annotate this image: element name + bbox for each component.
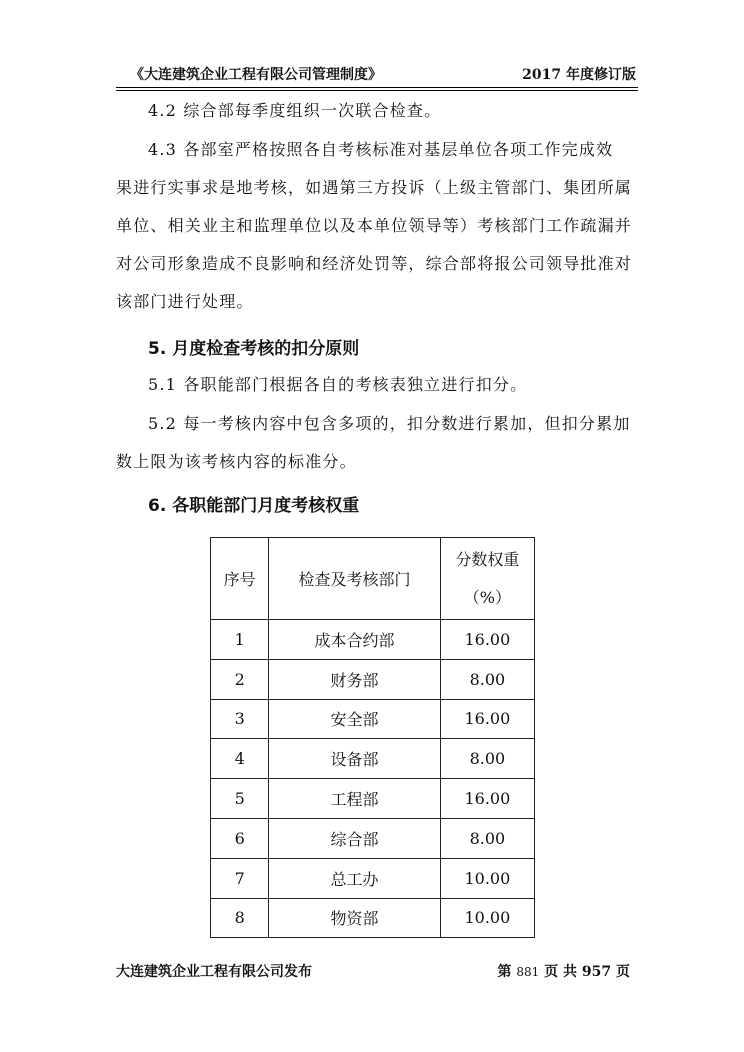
cell-dept: 财务部	[269, 659, 440, 699]
cell-dept: 成本合约部	[269, 620, 440, 660]
header-seq: 序号	[211, 538, 269, 620]
header-rule	[116, 87, 638, 88]
cell-weight: 10.00	[440, 898, 534, 938]
page-number: 881	[516, 965, 540, 979]
header-dept: 检查及考核部门	[269, 538, 440, 620]
cell-weight: 8.00	[440, 818, 534, 858]
table-row	[211, 699, 535, 739]
cell-seq: 7	[211, 858, 269, 898]
paragraph-line: 该部门进行处理。	[116, 292, 254, 311]
header-title: 《大连建筑企业工程有限公司管理制度》	[130, 67, 382, 83]
cell-seq: 3	[211, 699, 269, 739]
paragraph-5-1: 5.1 各职能部门根据各自的考核表独立进行扣分。	[148, 375, 528, 394]
page-mid: 页 共	[544, 964, 578, 980]
footer-publisher: 大连建筑企业工程有限公司发布	[116, 964, 312, 980]
weights-table	[210, 537, 535, 938]
paragraph-4-2: 4.2 综合部每季度组织一次联合检查。	[148, 101, 442, 120]
header-weight-line2: （%）	[463, 587, 511, 607]
paragraph-line: 4.3 各部室严格按照各自考核标准对基层单位各项工作完成效	[148, 140, 614, 159]
table-row	[211, 620, 535, 660]
section-heading-6: 6. 各职能部门月度考核权重	[148, 496, 360, 516]
page-counter	[497, 961, 630, 981]
cell-dept: 物资部	[269, 898, 440, 938]
cell-dept: 综合部	[269, 818, 440, 858]
table-row	[211, 779, 535, 819]
cell-seq: 4	[211, 739, 269, 779]
paragraph-line: 单位、相关业主和监理单位以及本单位领导等）考核部门工作疏漏并	[116, 216, 633, 235]
paragraph-4-3	[116, 131, 638, 321]
table-row	[211, 818, 535, 858]
total-pages: 957	[581, 964, 612, 980]
table-row	[211, 858, 535, 898]
cell-weight: 8.00	[440, 659, 534, 699]
header-rule-thin	[116, 90, 638, 91]
cell-dept: 设备部	[269, 739, 440, 779]
cell-dept: 总工办	[269, 858, 440, 898]
cell-weight: 16.00	[440, 779, 534, 819]
table-header-row	[211, 538, 535, 620]
cell-dept: 安全部	[269, 699, 440, 739]
cell-weight: 10.00	[440, 858, 534, 898]
table-row	[211, 898, 535, 938]
paragraph-5-2	[116, 405, 638, 481]
header-weight-line1: 分数权重	[455, 549, 520, 569]
paragraph-line: 果进行实事求是地考核，如遇第三方投诉（上级主管部门、集团所属	[116, 178, 633, 197]
cell-seq: 2	[211, 659, 269, 699]
cell-seq: 5	[211, 779, 269, 819]
table-row	[211, 659, 535, 699]
page-prefix: 第	[497, 964, 512, 980]
cell-weight: 16.00	[440, 620, 534, 660]
header-weight	[440, 538, 534, 620]
cell-seq: 1	[211, 620, 269, 660]
cell-seq: 6	[211, 818, 269, 858]
section-heading-5: 5. 月度检查考核的扣分原则	[148, 339, 360, 359]
page-header	[116, 64, 638, 84]
cell-weight: 8.00	[440, 739, 534, 779]
page-suffix: 页	[616, 964, 630, 980]
paragraph-line: 数上限为该考核内容的标准分。	[116, 452, 357, 471]
header-version: 2017 年度修订版	[522, 67, 636, 83]
table-row	[211, 739, 535, 779]
paragraph-line: 5.2 每一考核内容中包含多项的，扣分数进行累加，但扣分累加	[148, 414, 631, 433]
cell-weight: 16.00	[440, 699, 534, 739]
cell-seq: 8	[211, 898, 269, 938]
cell-dept: 工程部	[269, 779, 440, 819]
paragraph-line: 对公司形象造成不良影响和经济处罚等，综合部将报公司领导批准对	[116, 254, 633, 273]
